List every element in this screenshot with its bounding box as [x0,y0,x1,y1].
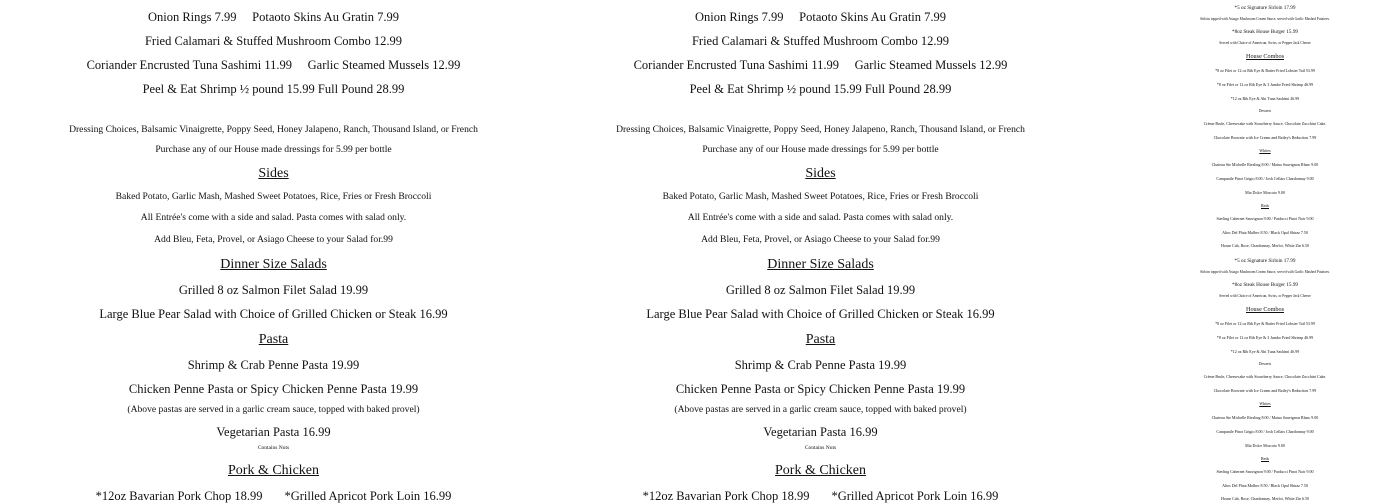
menu-page-thumbnail-top [1140,0,1390,250]
combo-lobster: *8 oz Filet or 12 oz Rib Eye & Batter Fried Lobster Tail 53.99 [1215,68,1315,73]
whites-line-2: Campanile Pinot Grigio 8.00 / Josh Cellars Chardonnay 9.00 [1216,176,1314,181]
mussels: Garlic Steamed Mussels 12.99 [854,58,1008,72]
reds-line-2: Altos Del Plata Malbec 8.50 / Black Opal Shiraz 7.50 [1222,483,1308,488]
reds-line-1: Sterling Cabernet Sauvignon 9.00 / Parducci Pinot Noir 9.00 [1216,216,1314,221]
dressing-choices: Dressing Choices, Balsamic Vinaigrette, Poppy Seed, Honey Jalapeno, Ranch, Thousand Island, or French [616,124,1025,135]
mussels: Garlic Steamed Mussels 12.99 [307,58,461,72]
reds-line-1: Sterling Cabernet Sauvignon 9.00 / Parducci Pinot Noir 9.00 [1216,469,1314,474]
pork-line [0,490,547,503]
peel-eat-shrimp: Peel & Eat Shrimp ½ pound 15.99 Full Pound 28.99 [689,82,952,96]
burger: *8oz Steak House Burger 15.99 [1231,282,1299,288]
house-combos-heading: House Combos [1246,306,1284,313]
desserts-heading: Desserts [1258,362,1272,366]
salmon-salad: Grilled 8 oz Salmon Filet Salad 19.99 [725,283,916,297]
whites-line-1: Chateau Ste Michelle Riesling 8.00 / Matua Sauvignon Blanc 9.00 [1211,162,1319,167]
pasta-note: (Above pastas are served in a garlic cream sauce, topped with baked provel) [127,404,420,415]
calamari-combo: Fried Calamari & Stuffed Mushroom Combo 12.99 [144,34,403,48]
pear-salad: Large Blue Pear Salad with Choice of Grilled Chicken or Steak 16.99 [646,307,995,321]
combo-tuna: *12 oz Rib Eye & Ahi Tuna Sashimi 46.99 [1230,349,1300,354]
desserts-heading: Desserts [1258,109,1272,113]
shrimp-crab-pasta: Shrimp & Crab Penne Pasta 19.99 [734,358,907,372]
desserts-line-1: Crème Brule, Cheesecake with Strawberry Sauce, Chocolate Zucchini Cake. [1203,374,1327,379]
whites-line-3: Mia Dolce Moscato 9.00 [1245,443,1285,448]
whites-line-3: Mia Dolce Moscato 9.00 [1245,190,1285,195]
reds-line-3: House Cab, Rose, Chardonnay, Merlot, White Zin 6.50 [1220,243,1310,248]
sides-list: Baked Potato, Garlic Mash, Mashed Sweet Potatoes, Rice, Fries or Fresh Broccoli [662,191,979,202]
house-combos-heading: House Combos [1246,53,1284,60]
sides-heading: Sides [258,166,289,181]
entree-note: All Entrée's come with a side and salad. Pasta comes with salad only. [140,212,407,223]
reds-line-3: House Cab, Rose, Chardonnay, Merlot, White Zin 6.50 [1220,496,1310,501]
desserts-line-2: Chocolate Brownie with Ice Cream and Bailey's Reduction 7.99 [1213,388,1317,393]
pork-loin: *Grilled Apricot Pork Loin 16.99 [284,489,452,503]
pork-chicken-heading: Pork & Chicken [228,463,319,478]
tuna-sashimi: Coriander Encrusted Tuna Sashimi 11.99 [633,58,840,72]
onion-rings: Onion Rings 7.99 [694,10,784,24]
sirloin: *5 oz Signature Sirloin 17.99 [1234,5,1296,11]
dressing-purchase: Purchase any of our House made dressings for 5.99 per bottle [155,144,392,155]
pasta-heading: Pasta [258,332,289,347]
whites-heading: Whites [1259,148,1271,153]
combo-lobster: *8 oz Filet or 12 oz Rib Eye & Batter Fried Lobster Tail 53.99 [1215,321,1315,326]
pork-chop: *12oz Bavarian Pork Chop 18.99 [95,489,263,503]
entree-note: All Entrée's come with a side and salad. Pasta comes with salad only. [687,212,954,223]
dressing-purchase: Purchase any of our House made dressings for 5.99 per bottle [702,144,939,155]
desserts-line-1: Crème Brule, Cheesecake with Strawberry Sauce, Chocolate Zucchini Cake. [1203,121,1327,126]
salmon-salad: Grilled 8 oz Salmon Filet Salad 19.99 [178,283,369,297]
sides-list: Baked Potato, Garlic Mash, Mashed Sweet Potatoes, Rice, Fries or Fresh Broccoli [115,191,432,202]
desserts-line-2: Chocolate Brownie with Ice Cream and Bailey's Reduction 7.99 [1213,135,1317,140]
reds-heading: Reds [1261,203,1269,208]
whites-line-2: Campanile Pinot Grigio 8.00 / Josh Cellars Chardonnay 9.00 [1216,429,1314,434]
pork-loin: *Grilled Apricot Pork Loin 16.99 [831,489,999,503]
burger-desc: Served with Choice of American, Swiss, or Pepper Jack Cheese [1219,294,1311,298]
pork-chicken-heading: Pork & Chicken [775,463,866,478]
vegetarian-pasta: Vegetarian Pasta 16.99 [216,425,331,439]
reds-line-2: Altos Del Plata Malbec 8.50 / Black Opal Shiraz 7.50 [1222,230,1308,235]
burger: *8oz Steak House Burger 15.99 [1231,29,1299,35]
potato-skins: Potaoto Skins Au Gratin 7.99 [799,10,947,24]
sirloin-desc: Sirloin topped with Asiago Mushroom Cream Sauce, served with Garlic Mashed Potatoes. [1200,17,1330,21]
whites-heading: Whites [1259,401,1271,406]
contains-nuts: Contains Nuts [257,445,290,451]
combo-shrimp: *8 oz Filet or 12 oz Rib Eye & 3 Jumbo Fried Shrimp 46.99 [1216,82,1314,87]
burger-desc: Served with Choice of American, Swiss, or Pepper Jack Cheese [1219,41,1311,45]
contains-nuts: Contains Nuts [804,445,837,451]
whites-line-1: Chateau Ste Michelle Riesling 8.00 / Matua Sauvignon Blanc 9.00 [1211,415,1319,420]
pork-chop: *12oz Bavarian Pork Chop 18.99 [642,489,810,503]
vegetarian-pasta: Vegetarian Pasta 16.99 [763,425,878,439]
appetizer-line-3 [547,59,1094,72]
reds-heading: Reds [1261,456,1269,461]
calamari-combo: Fried Calamari & Stuffed Mushroom Combo 12.99 [691,34,950,48]
appetizer-line-1 [547,11,1094,24]
pork-line [547,490,1094,503]
menu-page-thumbnail-bottom [1140,253,1390,503]
sirloin: *5 oz Signature Sirloin 17.99 [1234,258,1296,264]
sides-heading: Sides [805,166,836,181]
dinner-salads-heading: Dinner Size Salads [767,257,874,272]
pear-salad: Large Blue Pear Salad with Choice of Grilled Chicken or Steak 16.99 [99,307,448,321]
pasta-note: (Above pastas are served in a garlic cream sauce, topped with baked provel) [674,404,967,415]
dinner-salads-heading: Dinner Size Salads [220,257,327,272]
sirloin-desc: Sirloin topped with Asiago Mushroom Cream Sauce, served with Garlic Mashed Potatoes. [1200,270,1330,274]
cheese-addons: Add Bleu, Feta, Provel, or Asiago Cheese to your Salad for.99 [154,234,393,245]
combo-shrimp: *8 oz Filet or 12 oz Rib Eye & 3 Jumbo Fried Shrimp 46.99 [1216,335,1314,340]
appetizer-line-1 [0,11,547,24]
chicken-penne-pasta: Chicken Penne Pasta or Spicy Chicken Penne Pasta 19.99 [675,382,966,396]
chicken-penne-pasta: Chicken Penne Pasta or Spicy Chicken Penne Pasta 19.99 [128,382,419,396]
peel-eat-shrimp: Peel & Eat Shrimp ½ pound 15.99 Full Pound 28.99 [142,82,405,96]
appetizer-line-3 [0,59,547,72]
combo-tuna: *12 oz Rib Eye & Ahi Tuna Sashimi 46.99 [1230,96,1300,101]
tuna-sashimi: Coriander Encrusted Tuna Sashimi 11.99 [86,58,293,72]
pasta-heading: Pasta [805,332,836,347]
cheese-addons: Add Bleu, Feta, Provel, or Asiago Cheese to your Salad for.99 [701,234,940,245]
shrimp-crab-pasta: Shrimp & Crab Penne Pasta 19.99 [187,358,360,372]
onion-rings: Onion Rings 7.99 [147,10,237,24]
dressing-choices: Dressing Choices, Balsamic Vinaigrette, Poppy Seed, Honey Jalapeno, Ranch, Thousand Island, or French [69,124,478,135]
potato-skins: Potaoto Skins Au Gratin 7.99 [252,10,400,24]
